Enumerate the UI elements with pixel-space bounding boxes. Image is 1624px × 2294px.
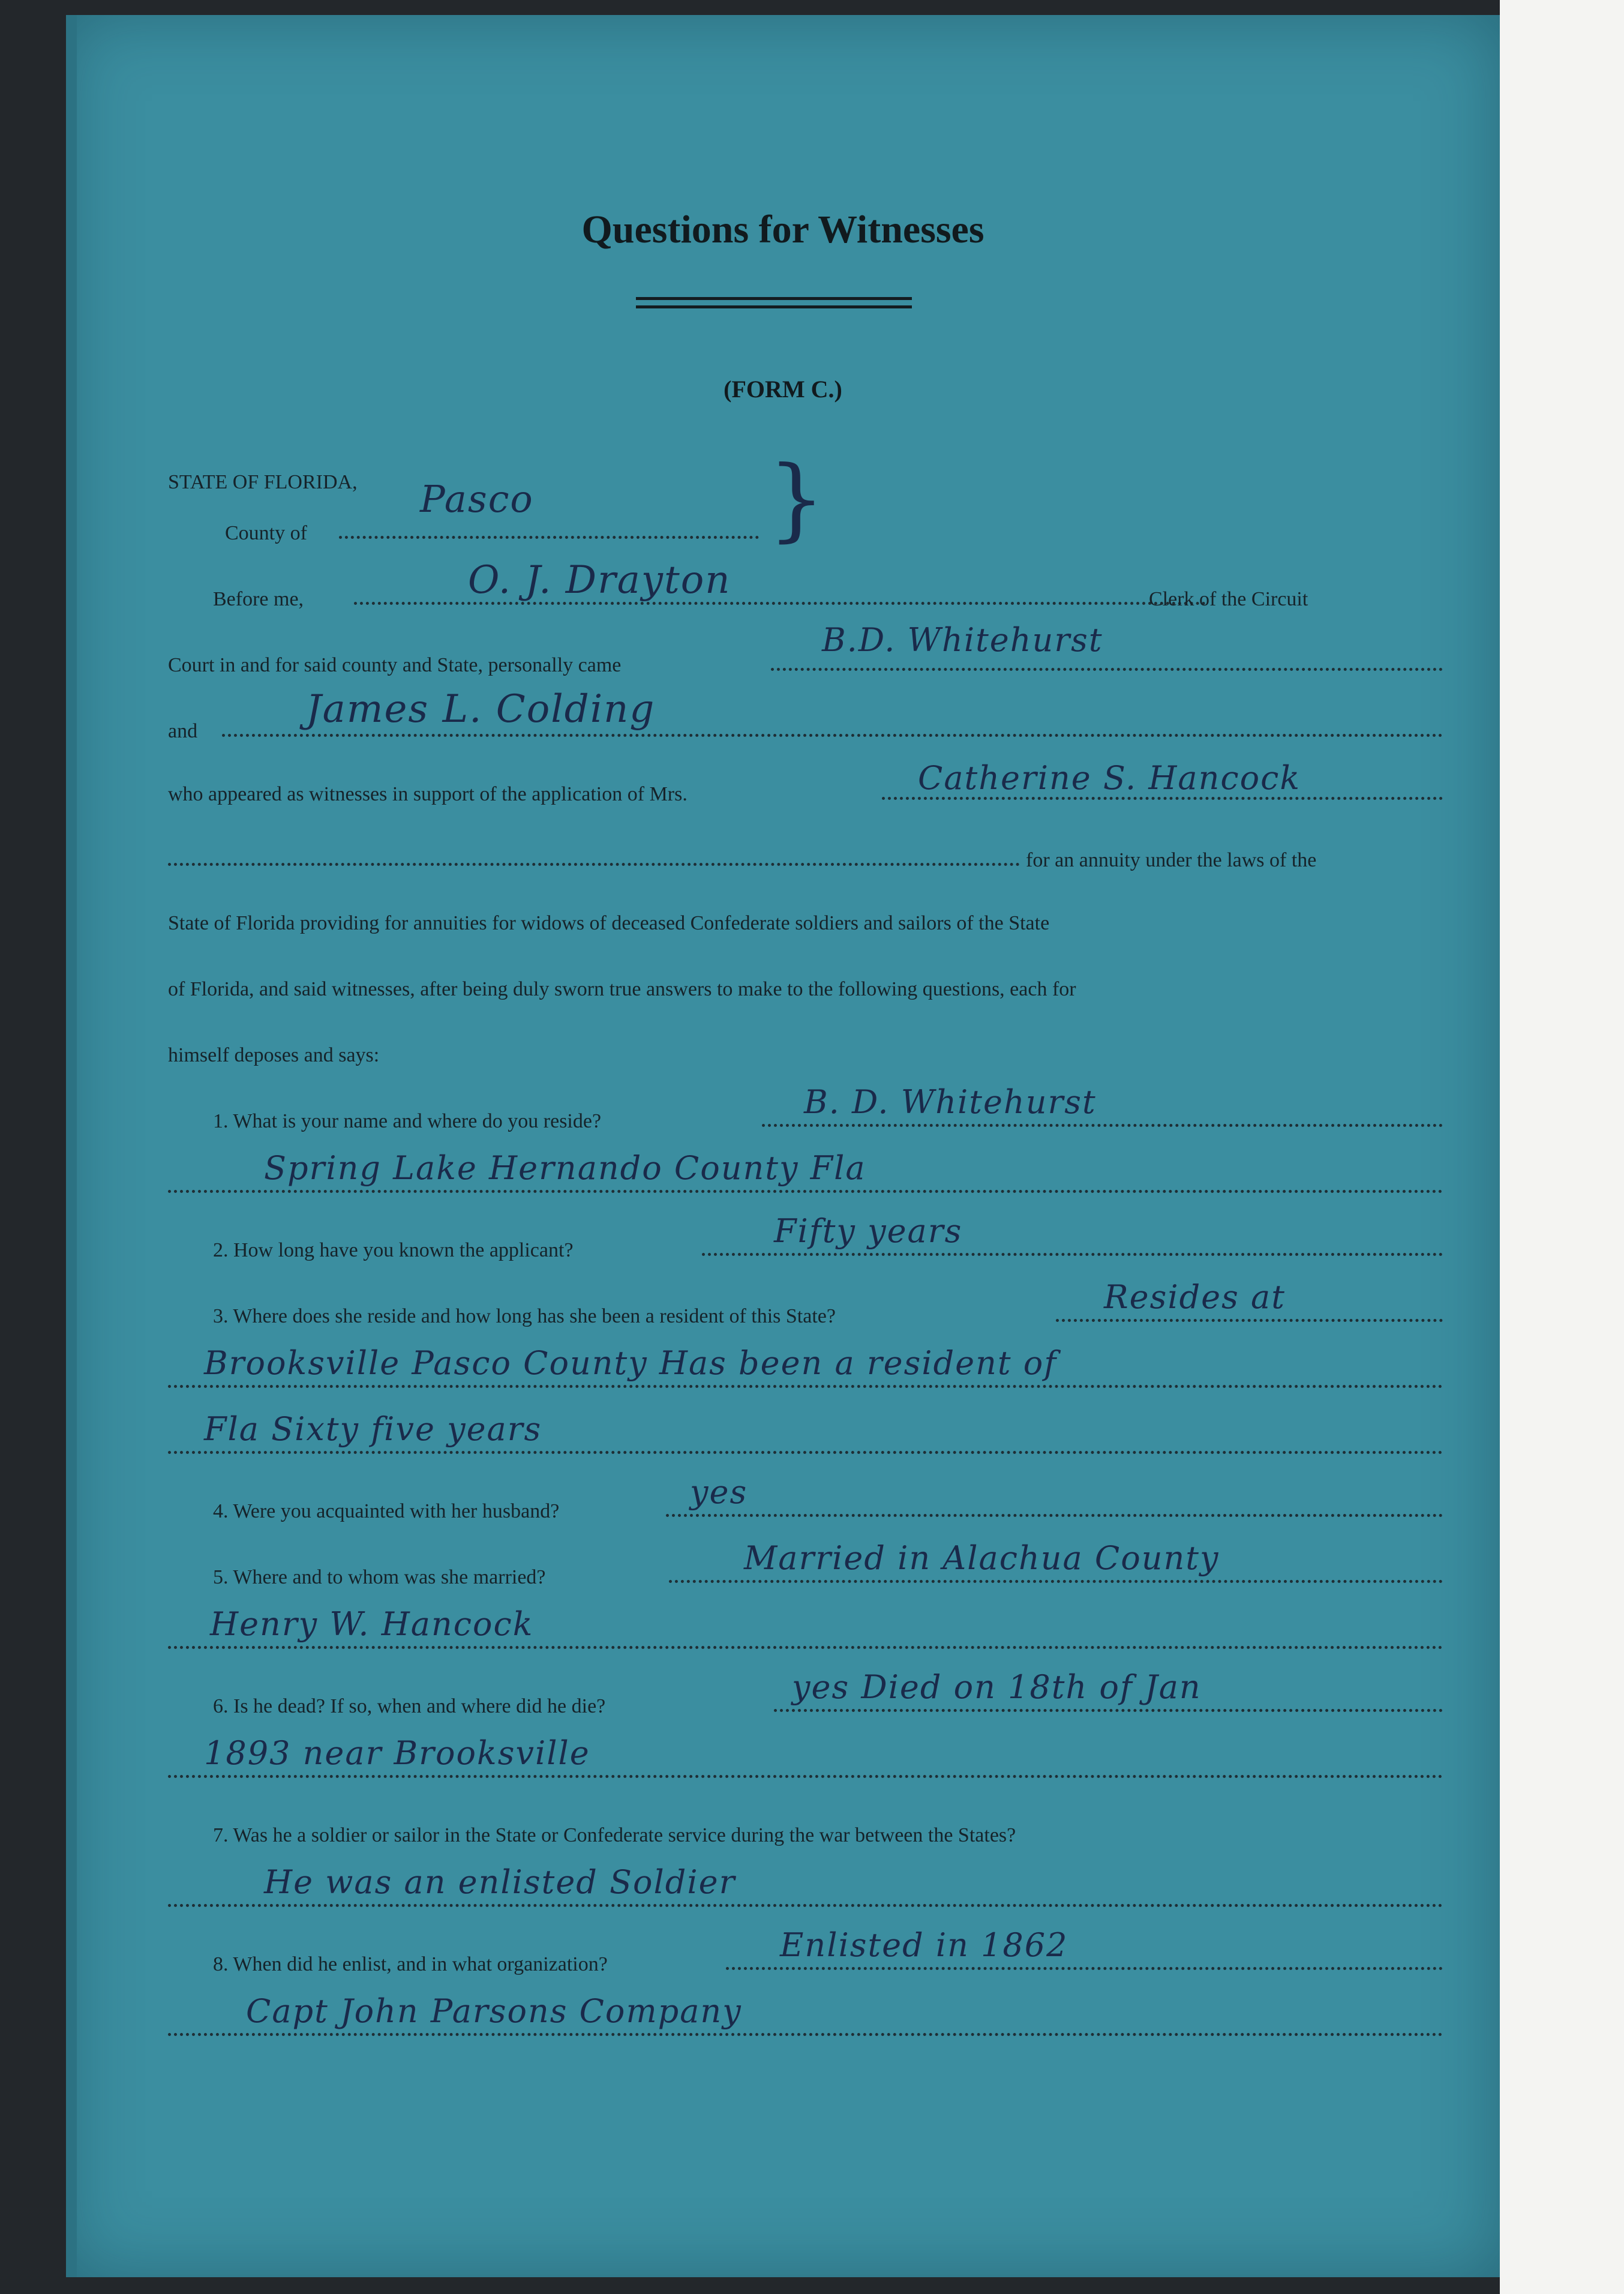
question-6: 6. Is he dead? If so, when and where did he die? xyxy=(213,1695,606,1717)
witness1-dots xyxy=(771,668,1443,671)
title-rule-top xyxy=(636,297,912,300)
q8-dots-2 xyxy=(168,2033,1443,2036)
clerk-label: Clerk of the Circuit xyxy=(1149,588,1308,610)
question-2: 2. How long have you known the applicant? xyxy=(213,1239,574,1261)
state-label: STATE OF FLORIDA, xyxy=(168,471,358,493)
q1-dots-2 xyxy=(168,1190,1443,1193)
answer-1-name: B. D. Whitehurst xyxy=(804,1083,1097,1121)
form-label: (FORM C.) xyxy=(724,376,842,403)
q5-dots xyxy=(669,1580,1443,1583)
q1-dots xyxy=(762,1124,1443,1127)
question-5: 5. Where and to whom was she married? xyxy=(213,1566,546,1588)
brace: } xyxy=(768,447,825,551)
form-sheet xyxy=(66,15,1500,2277)
answer-8-line-1: Enlisted in 1862 xyxy=(780,1926,1068,1964)
para-line-1: State of Florida providing for annuities for widows of deceased Confederate soldiers and sailors of the State xyxy=(168,912,1050,934)
court-line: Court in and for said county and State, personally came xyxy=(168,654,622,676)
question-8: 8. When did he enlist, and in what organization? xyxy=(213,1953,608,1975)
witness1-handwritten: B.D. Whitehurst xyxy=(822,621,1103,659)
county-dots xyxy=(339,536,759,539)
and-label: and xyxy=(168,720,198,742)
q3-dots-3 xyxy=(168,1451,1443,1454)
answer-3-line-1: Resides at xyxy=(1104,1278,1286,1316)
para-line-3: himself deposes and says: xyxy=(168,1044,380,1066)
answer-3-line-2: Brooksville Pasco County Has been a resident of xyxy=(204,1344,1058,1382)
para-line-2: of Florida, and said witnesses, after being duly sworn true answers to make to the following questions, each for xyxy=(168,978,1076,1000)
q2-dots xyxy=(702,1253,1443,1256)
sheet-left-edge xyxy=(66,15,77,2277)
q3-dots-2 xyxy=(168,1385,1443,1388)
witness-line: who appeared as witnesses in support of the application of Mrs. xyxy=(168,783,688,805)
witness2-handwritten: James L. Colding xyxy=(306,687,656,731)
q5-dots-2 xyxy=(168,1646,1443,1649)
answer-5-line-2: Henry W. Hancock xyxy=(210,1605,534,1643)
question-1: 1. What is your name and where do you reside? xyxy=(213,1110,602,1132)
question-7: 7. Was he a soldier or sailor in the State or Confederate service during the war between the States? xyxy=(213,1824,1016,1846)
q6-dots xyxy=(774,1709,1443,1712)
q6-dots-2 xyxy=(168,1775,1443,1778)
county-label: County of xyxy=(225,522,307,544)
applicant-dots xyxy=(882,797,1443,800)
annuity-line: for an annuity under the laws of the xyxy=(1026,849,1317,871)
answer-4: yes xyxy=(690,1473,748,1511)
answer-5-line-1: Married in Alachua County xyxy=(744,1539,1220,1577)
question-3: 3. Where does she reside and how long has she been a resident of this State? xyxy=(213,1305,836,1327)
witness2-dots xyxy=(222,734,1443,737)
answer-6-line-2: 1893 near Brooksville xyxy=(204,1734,590,1772)
applicant-handwritten: Catherine S. Hancock xyxy=(918,759,1301,797)
answer-3-line-3: Fla Sixty five years xyxy=(204,1410,542,1448)
question-4: 4. Were you acquainted with her husband? xyxy=(213,1500,560,1522)
q8-dots xyxy=(726,1967,1443,1970)
form-title: Questions for Witnesses xyxy=(581,208,984,251)
q7-dots xyxy=(168,1904,1443,1907)
annuity-dots xyxy=(168,863,1020,866)
answer-7: He was an enlisted Soldier xyxy=(264,1863,736,1901)
title-rule-bottom xyxy=(636,305,912,308)
answer-8-line-2: Capt John Parsons Company xyxy=(246,1992,742,2030)
answer-1-residence: Spring Lake Hernando County Fla xyxy=(264,1149,866,1187)
q4-dots xyxy=(666,1514,1443,1517)
county-handwritten: Pasco xyxy=(420,477,534,521)
answer-6-line-1: yes Died on 18th of Jan xyxy=(792,1668,1202,1706)
answer-2: Fifty years xyxy=(774,1212,963,1250)
before-me-label: Before me, xyxy=(213,588,304,610)
clerk-handwritten: O. J. Drayton xyxy=(468,558,731,602)
q3-dots xyxy=(1056,1319,1443,1322)
